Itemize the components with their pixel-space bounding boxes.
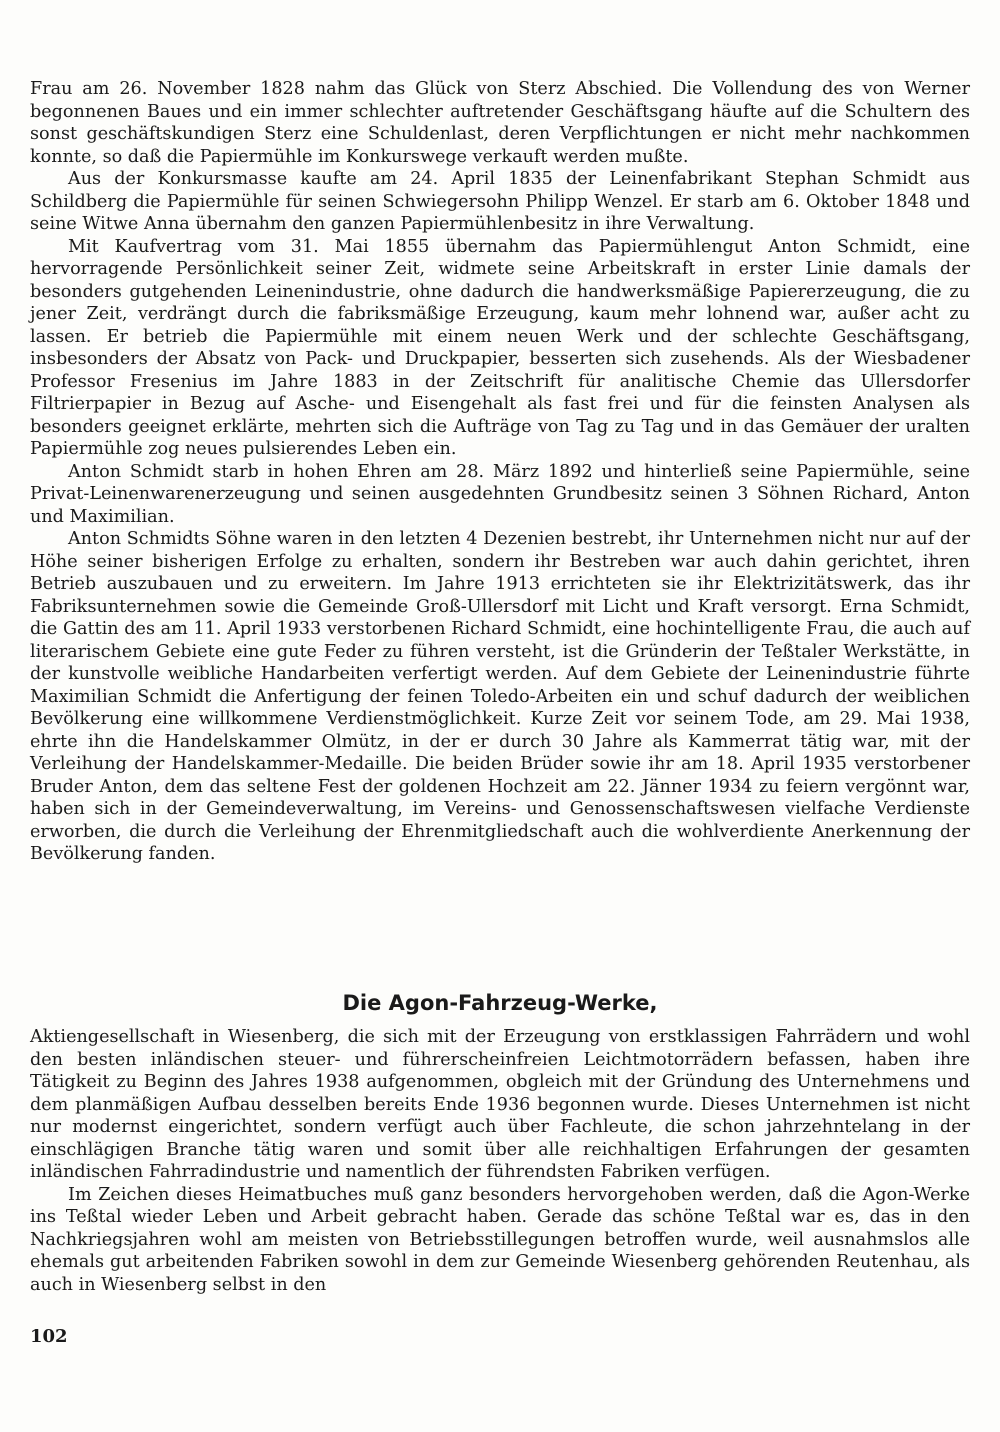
section-heading: Die Agon-Fahrzeug-Werke, [342, 991, 658, 1015]
history-text-section [30, 78, 970, 866]
paragraph-agon-tesstal: Im Zeichen dieses Heimatbuches muß ganz besonders hervorgehoben werden, daß die Agon-Werke ins Teßtal wieder Leben und Arbeit gebracht haben. Gerade das schöne Teßtal war es, das in den Nachkriegsjahren wohl am meisten von Betriebsstillegungen betroffen wurde, weil ausnahmslos alle ehemals gut arbeitenden Fabriken sowohl in dem zur Gemeinde Wiesenberg gehörenden Reutenhau, als auch in Wiesenberg selbst in den [30, 1184, 970, 1295]
paragraph-sterz-bankruptcy: Frau am 26. November 1828 nahm das Glück von Sterz Abschied. Die Vollendung des von Werner begonnenen Baues und ein immer schlechter auftretender Geschäftsgang häufte auf die Schultern des sonst geschäftskundigen Sterz eine Schuldenlast, deren Verpflichtungen er nicht mehr nachkommen konnte, so daß die Papiermühle im Konkurswege verkauft werden mußte. [30, 79, 970, 167]
paragraph-anton-schmidt-purchase: Mit Kaufvertrag vom 31. Mai 1855 übernahm das Papiermühlengut Anton Schmidt, eine hervorragende Persönlichkeit seiner Zeit, widmete seine Arbeitskraft in erster Linie damals der besonders gutgehenden Leinenindustrie, ohne dadurch die handwerksmäßige Papiererzeugung, die zu jener Zeit, verdrängt durch die fabriksmäßige Erzeugung, kaum mehr lohnend war, außer acht zu lassen. Er betrieb die Papiermühle mit einem neuen Werk und der schlechte Geschäftsgang, insbesonders der Absatz von Pack- und Druckpapier, besserten sich zusehends. Als der Wiesbadener Professor Fresenius im Jahre 1883 in der Zeitschrift für analitische Chemie das Ullersdorfer Filtrierpapier in Bezug auf Asche- und Eisengehalt als fast frei und für die feinsten Analysen als besonders geeignet erklärte, mehrten sich die Aufträge von Tag zu Tag und in das Gemäuer der uralten Papiermühle zog neues pulsierendes Leben ein. [30, 236, 970, 459]
paragraph-konkursmasse: Aus der Konkursmasse kaufte am 24. April 1835 der Leinenfabrikant Stephan Schmidt aus Schildberg die Papiermühle für seinen Schwiegersohn Philipp Wenzel. Er starb am 6. Oktober 1848 und seine Witwe Anna übernahm den ganzen Papiermühlenbesitz in ihre Verwaltung. [30, 169, 970, 234]
paragraph-agon-company: Aktiengesellschaft in Wiesenberg, die sich mit der Erzeugung von erstklassigen Fahrrädern und wohl den besten inländischen steuer- und führerscheinfreien Leichtmotorrädern befassen, haben ihre Tätigkeit zu Beginn des Jahres 1938 aufgenommen, obgleich mit der Gründung des Unternehmens und dem planmäßigen Aufbau desselben bereits Ende 1936 begonnen wurde. Dieses Unternehmen ist nicht nur modernst eingerichtet, sondern verfügt auch über Fachleute, die schon jahrzehntelang in der einschlägigen Branche tätig waren und somit über alle reichhaltigen Erfahrungen der gesamten inländischen Fahrradindustrie und namentlich der führendsten Fabriken verfügen. [30, 1027, 970, 1182]
page-number: 102 [30, 1326, 68, 1347]
paragraph-anton-schmidt-death: Anton Schmidt starb in hohen Ehren am 28. März 1892 und hinterließ seine Papiermühle, seine Privat-Leinenwarenerzeugung und seinen ausgedehnten Grundbesitz seinen 3 Söhnen Richard, Anton und Maximilian. [30, 461, 970, 527]
agon-text-section [30, 1026, 970, 1296]
paragraph-schmidt-sons: Anton Schmidts Söhne waren in den letzten 4 Dezenien bestrebt, ihr Unternehmen nicht nur auf der Höhe seiner bisherigen Erfolge zu erhalten, sondern ihr Bestreben war auch dahin gerichtet, ihren Betrieb auszubauen und zu erweitern. Im Jahre 1913 errichteten sie ihr Elektrizitätswerk, das ihr Fabriksunternehmen sowie die Gemeinde Groß-Ullersdorf mit Licht und Kraft versorgt. Erna Schmidt, die Gattin des am 11. April 1933 verstorbenen Richard Schmidt, eine hochintelligente Frau, die auch auf literarischem Gebiete eine gute Feder zu führen versteht, ist die Gründerin der Teßtaler Werkstätte, in der kunstvolle weibliche Handarbeiten verfertigt werden. Auf dem Gebiete der Leinenindustrie führte Maximilian Schmidt die Anfertigung der feinen Toledo-Arbeiten ein und schuf dadurch der weiblichen Bevölkerung eine willkommene Verdienstmöglichkeit. Kurze Zeit vor seinem Tode, am 29. Mai 1938, ehrte ihn die Handelskammer Olmütz, in der er durch 30 Jahre als Kammerrat tätig war, mit der Verleihung der Handelskammer-Medaille. Die beiden Brüder sowie ihr am 18. April 1935 verstorbener Bruder Anton, dem das seltene Fest der goldenen Hochzeit am 22. Jänner 1934 zu feiern vergönnt war, haben sich in der Gemeindeverwaltung, im Vereins- und Genossenschaftswesen vielfache Verdienste erworben, die durch die Verleihung der Ehrenmitgliedschaft auch die wohlverdiente Anerkennung der Bevölkerung fanden. [30, 529, 970, 864]
